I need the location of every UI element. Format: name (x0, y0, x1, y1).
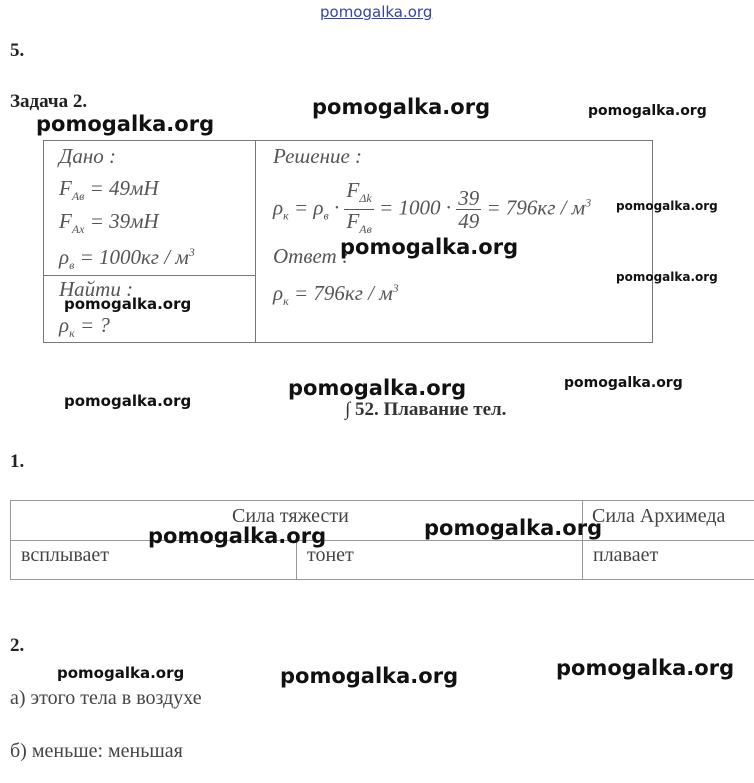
watermark: pomogalka.org (588, 103, 707, 119)
answer-b: б) меньше: меньшая (10, 740, 183, 762)
watermark: pomogalka.org (340, 235, 519, 259)
watermark: pomogalka.org (424, 516, 603, 540)
task-title: Задача 2. (10, 91, 88, 112)
find-rho: $\rho_к$ = ? (59, 313, 110, 341)
question-number-2: 2. (10, 635, 25, 656)
table-cell-floats: плавает (593, 544, 659, 566)
given-fa-air: $F_{Ав} = 49мН$ (59, 176, 159, 204)
watermark: pomogalka.org (36, 112, 215, 136)
top-watermark-link[interactable]: pomogalka.org (320, 3, 433, 21)
watermark: pomogalka.org (616, 270, 718, 284)
table-col-divider-2 (582, 501, 583, 579)
section-52-heading: ∫ 52. Плавание тел. (345, 399, 507, 420)
forces-table (10, 500, 754, 580)
section-number-5: 5. (10, 40, 25, 61)
given-label: Дано : (59, 144, 117, 168)
given-rho-water: $\rho_в = 1000кг / м^3$ (59, 245, 195, 273)
watermark: pomogalka.org (288, 376, 467, 400)
find-label: Найти : (59, 277, 134, 301)
watermark: pomogalka.org (148, 524, 327, 548)
watermark: pomogalka.org (312, 95, 491, 119)
box-divider-vertical (255, 141, 256, 342)
table-header-gravity: Сила тяжести (232, 505, 349, 527)
solution-fraction-numbers: $\frac{39}{49}$ (458, 186, 480, 234)
given-fa-x: $F_{Ах} = 39мН$ (59, 209, 159, 237)
table-header-archimedes: Сила Архимеда (592, 505, 726, 527)
table-cell-sinks: тонет (307, 544, 354, 566)
answer-a: а) этого тела в воздухе (10, 687, 202, 709)
question-number-1: 1. (10, 451, 25, 472)
watermark: pomogalka.org (556, 656, 735, 680)
watermark: pomogalka.org (57, 664, 185, 682)
solution-label: Решение : (273, 144, 363, 168)
answer-formula: $\rho_к = 796кг / м^3$ (273, 281, 399, 309)
watermark: pomogalka.org (616, 199, 718, 213)
watermark: pomogalka.org (64, 295, 192, 313)
solution-formula: $\rho_к = \rho_в$ · $\frac{F_{\Delta k}}{F_{Ав}}$ = 1000 · $\frac{39}{49}$ = $796кг / м^3$ (273, 179, 591, 240)
table-row-divider (11, 540, 754, 541)
watermark: pomogalka.org (564, 375, 683, 391)
solution-fraction-forces: $\frac{F_{\Delta k}}{F_{Ав}}$ (346, 178, 372, 237)
watermark: pomogalka.org (280, 664, 459, 688)
table-cell-floats-up: всплывает (21, 544, 109, 566)
box-divider-horizontal (44, 275, 255, 276)
answer-label: Ответ : (273, 244, 349, 268)
watermark: pomogalka.org (64, 392, 192, 410)
